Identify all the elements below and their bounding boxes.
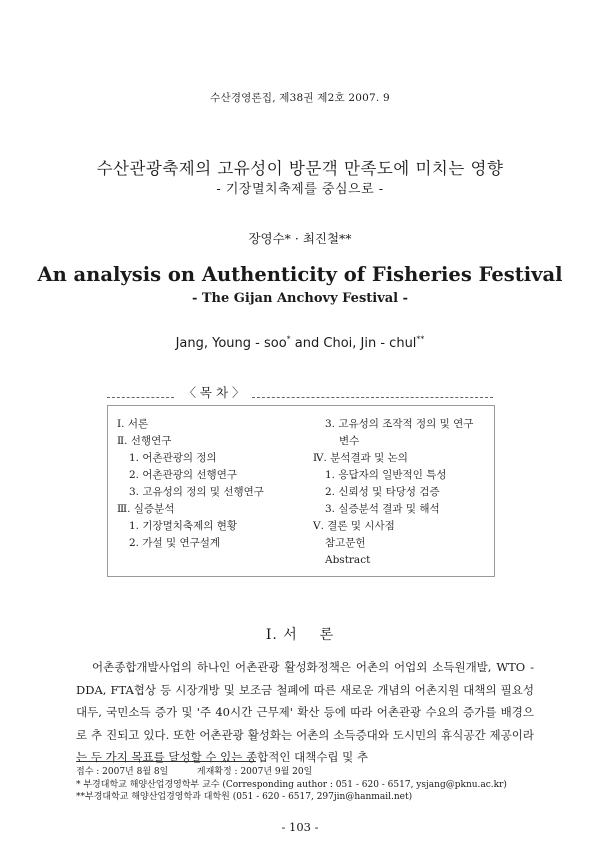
toc-item: 3. 실증분석 결과 및 해석 <box>325 503 440 515</box>
toc-item: Ⅴ. 결론 및 시사점 <box>313 520 395 532</box>
author-second-mark: ** <box>416 334 425 344</box>
body-paragraph: 어촌종합개발사업의 하나인 어촌관광 활성화정책은 어촌의 어업외 소득원개발, WTO - DDA, FTA협상 등 시장개방 및 보조금 철폐에 따른 새로운 개념의 어촌지원 대책의 필요성 대두, 국민소득 증가 및 '주 40시간 근무제' 확산 등에 따라 어촌관광 수요의 증가를 배경으로 추 진되고 있다. 또한 어촌관광 활성화는 어촌의 소득증대와 도시민의 휴식공간 제공이라는 두 가지 목표를 달성할 수 있는 종합적인 대책수립 및 추 <box>76 660 534 764</box>
footnote-received: 접수 : 2007년 8월 8일 게재확정 : 2007년 9월 20일 <box>76 767 313 777</box>
author-joiner: and <box>290 336 324 351</box>
toc-left-column <box>117 416 317 552</box>
author-first-mark: * <box>286 334 291 344</box>
body-text <box>76 656 534 769</box>
toc-item: 3. 고유성의 정의 및 선행연구 <box>129 486 264 498</box>
journal-citation: 수산경영론집, 제38권 제2호 2007. 9 <box>210 92 390 104</box>
footnotes <box>76 766 546 804</box>
page-number: - 103 - <box>281 820 319 834</box>
toc-heading: 〈 목 차 〉 <box>176 383 252 401</box>
toc-item: Ⅲ. 실증분석 <box>117 503 175 515</box>
toc-item: 2. 신뢰성 및 타당성 검증 <box>325 486 440 498</box>
toc-divider-left <box>107 397 174 398</box>
toc-item: Ⅱ. 선행연구 <box>117 435 172 447</box>
english-subtitle: - The Gijan Anchovy Festival - <box>191 291 409 306</box>
korean-authors: 장영수* · 최진철** <box>248 231 352 246</box>
english-authors <box>0 336 600 351</box>
toc-item: 2. 어촌관광의 선행연구 <box>129 469 237 481</box>
author-first: Jang, Young - soo <box>175 336 287 351</box>
section-heading: Ⅰ. 서 론 <box>265 627 335 643</box>
toc-item: 1. 응답자의 일반적인 특성 <box>325 469 447 481</box>
toc-item: Ⅳ. 분석결과 및 논의 <box>313 452 408 464</box>
english-title: An analysis on Authenticity of Fisheries Festival <box>37 263 563 286</box>
toc-item: 변수 <box>339 435 360 447</box>
footnote-author2: **부경대학교 해양산업경영학과 대학원 (051 - 620 - 6517, 297jin@hanmail.net) <box>76 792 413 802</box>
korean-subtitle: - 기장멸치축제를 중심으로 - <box>216 182 384 197</box>
toc-item: 2. 가설 및 연구설계 <box>129 537 221 549</box>
toc-item: 1. 어촌관광의 정의 <box>129 452 217 464</box>
toc-item: Ⅰ. 서론 <box>117 418 149 430</box>
footnote-rule <box>76 761 256 762</box>
toc-item: Abstract <box>325 554 371 566</box>
toc-right-column <box>313 416 493 569</box>
toc-divider-right <box>252 397 493 398</box>
footnote-author1: * 부경대학교 해양산업경영학부 교수 (Corresponding author : 051 - 620 - 6517, ysjang@pknu.ac.kr) <box>76 779 507 790</box>
toc-item: 1. 기장멸치축제의 현황 <box>129 520 237 532</box>
korean-title: 수산관광축제의 고유성이 방문객 만족도에 미치는 영향 <box>96 159 504 178</box>
toc-item: 3. 고유성의 조작적 정의 및 연구 <box>325 418 474 430</box>
author-second: Choi, Jin - chul <box>323 336 417 351</box>
toc-item: 참고문헌 <box>325 537 366 549</box>
